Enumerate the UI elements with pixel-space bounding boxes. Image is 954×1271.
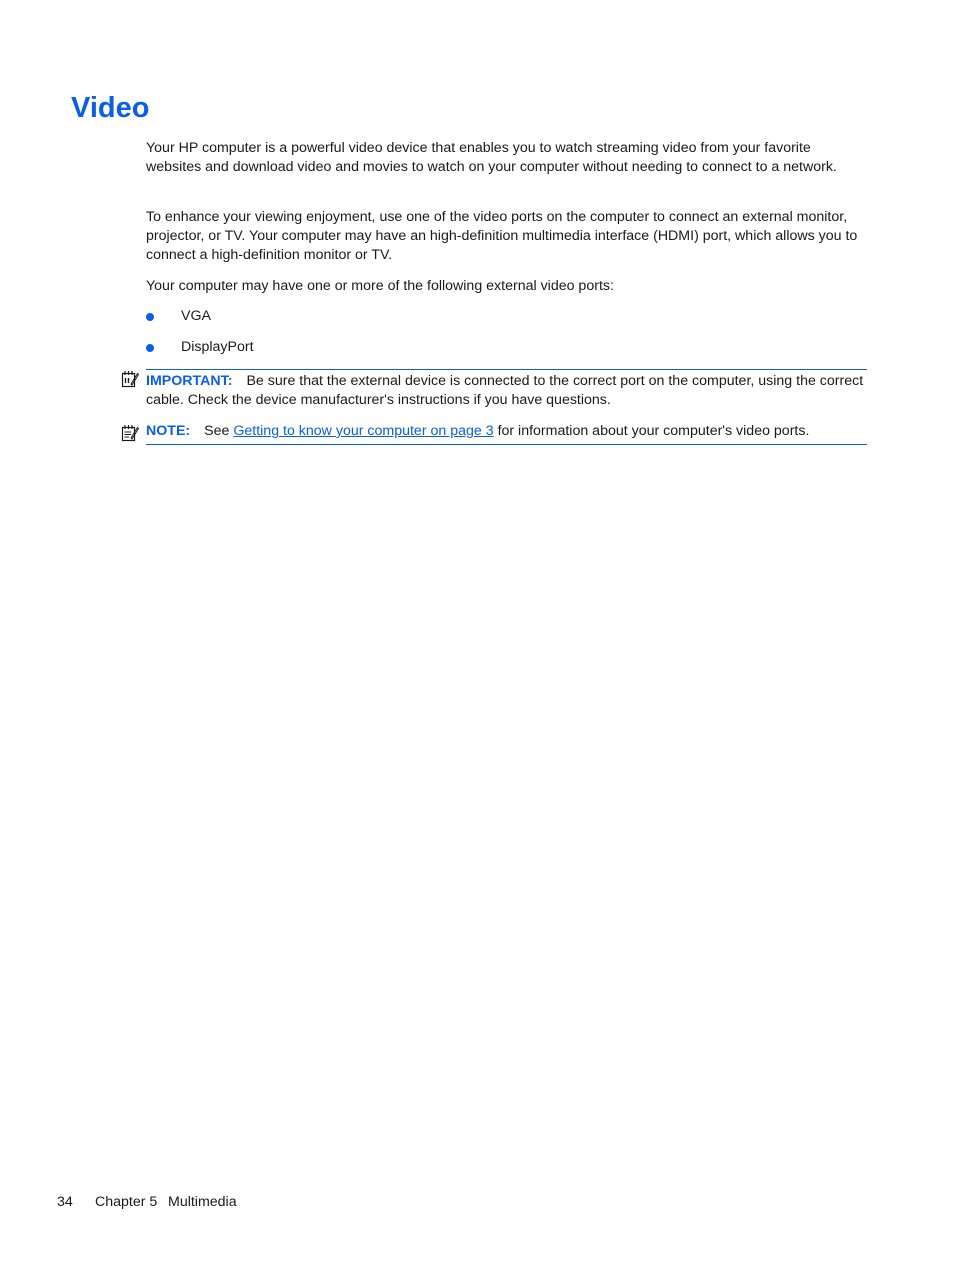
list-item-label: DisplayPort: [181, 339, 254, 355]
important-notice: [146, 372, 867, 410]
notice-top-rule: [146, 369, 867, 370]
page-title: Video: [71, 92, 150, 124]
note-notice: [146, 422, 867, 441]
footer-chapter: Chapter 5: [95, 1194, 158, 1210]
list-item: [146, 307, 868, 326]
ports-paragraph: To enhance your viewing enjoyment, use one of the video ports on the computer to connect an external monitor, projector, or TV. Your computer may have an high-definition multimedia interface (HDMI) port, which allows you to connect a high-definition monitor or TV.: [146, 209, 858, 263]
list-intro-paragraph: Your computer may have one or more of the following external video ports:: [146, 278, 614, 294]
important-text: Be sure that the external device is connected to the correct port on the computer, using the correct cable. Check the device manufacturer's instructions if you have questions.: [146, 373, 864, 408]
intro-paragraph: Your HP computer is a powerful video device that enables you to watch streaming video from your favorite websites and download video and movies to watch on your computer without needing to connect to a network.: [146, 140, 837, 175]
note-label: NOTE:: [146, 423, 191, 439]
important-label: IMPORTANT:: [146, 373, 233, 389]
bullet-icon: [146, 344, 154, 352]
getting-to-know-link[interactable]: Getting to know your computer on page 3: [233, 423, 494, 439]
list-item: [146, 338, 868, 357]
important-icon: [121, 370, 139, 388]
notice-bottom-rule: [146, 444, 867, 445]
footer-section: Multimedia: [168, 1194, 237, 1210]
bullet-icon: [146, 313, 154, 321]
page-number: 34: [57, 1194, 73, 1210]
list-item-label: VGA: [181, 308, 211, 324]
note-prefix: See: [204, 423, 230, 439]
note-icon: [121, 424, 139, 442]
note-suffix: for information about your computer's video ports.: [497, 423, 810, 439]
